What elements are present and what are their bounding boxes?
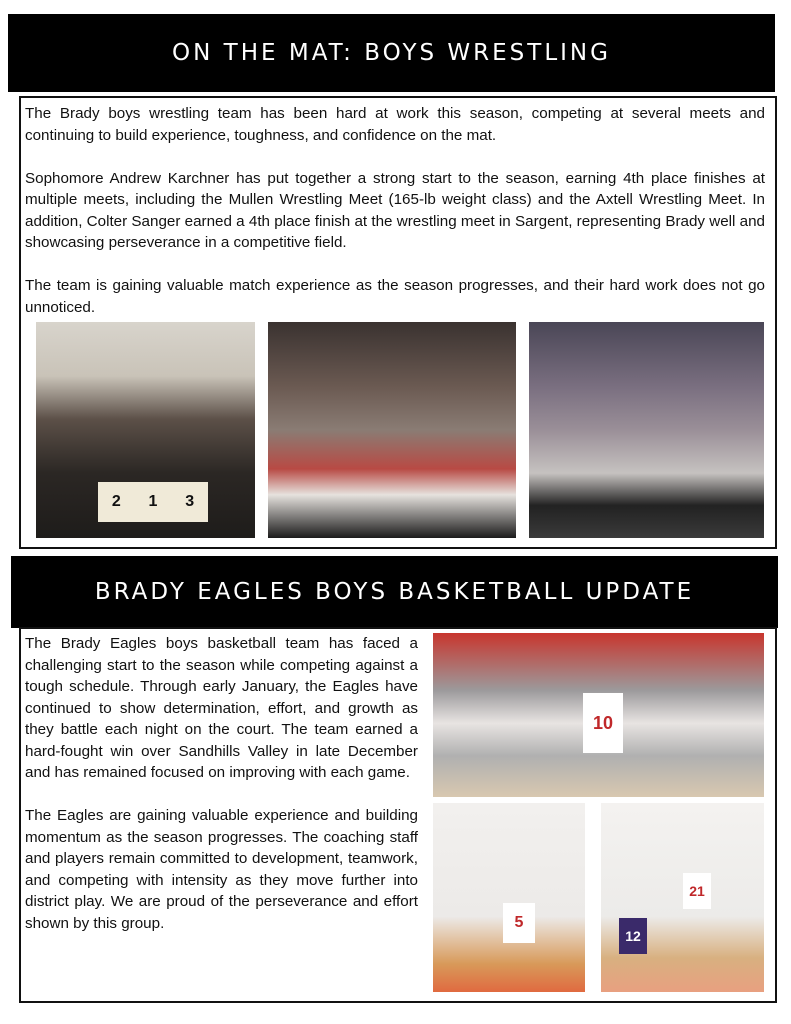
jersey — [619, 918, 647, 954]
wrestling-paragraph: The team is gaining valuable match experience as the season progresses, and their hard work does not go unnoticed. — [25, 277, 765, 316]
podium-label: 2 — [111, 493, 121, 510]
jersey — [583, 693, 623, 753]
wrestling-podium-photo-2 — [268, 322, 516, 538]
wrestling-podium-photo-3 — [529, 322, 764, 538]
basketball-shot-photo — [601, 803, 764, 992]
basketball-article — [25, 633, 418, 956]
basketball-paragraph: The Eagles are gaining valuable experience and building momentum as the season progresses. The coaching staff and players remain committed to development, teamwork, and competing with intensity as they move further into district play. We are proud of the perseverance and effort shown by this group. — [25, 807, 418, 932]
wrestling-paragraph: The Brady boys wrestling team has been hard at work this season, competing at several meets and continuing to build experience, toughness, and confidence on the mat. — [25, 105, 765, 144]
podium-label: 1 — [148, 493, 158, 510]
podium — [98, 482, 208, 522]
jersey — [503, 903, 535, 943]
podium-label: 3 — [185, 493, 195, 510]
basketball-title: BRADY EAGLES BOYS BASKETBALL UPDATE — [94, 579, 695, 605]
jersey-number: 12 — [625, 928, 641, 944]
basketball-section-header — [11, 556, 778, 628]
jersey-number: 21 — [689, 883, 705, 899]
wrestling-section-header — [8, 14, 775, 92]
wrestling-paragraph: Sophomore Andrew Karchner has put together a strong start to the season, earning 4th place finishes at multiple meets, including the Mullen Wrestling Meet (165-lb weight class) and the Axtell Wrestling Meet. In addition, Colter Sanger earned a 4th place finish at the wrestling meet in Sargent, representing Brady well and showcasing perseverance in a competitive field. — [25, 169, 765, 251]
wrestling-article — [25, 103, 765, 340]
basketball-layup-photo — [433, 803, 585, 992]
wrestling-podium-photo-1 — [36, 322, 255, 538]
wrestling-title: ON THE MAT: BOYS WRESTLING — [172, 40, 611, 66]
jersey — [683, 873, 711, 909]
basketball-paragraph: The Brady Eagles boys basketball team has faced a challenging start to the season while competing against a tough schedule. Through early January, the Eagles have continued to show determination, effort, and growth as they battle each night on the court. The team earned a hard-fought win over Sandhills Valley in late December and has remained focused on improving with each game. — [25, 635, 418, 781]
basketball-team-photo — [433, 633, 764, 797]
jersey-number: 10 — [592, 713, 614, 733]
jersey-number: 5 — [514, 914, 524, 931]
